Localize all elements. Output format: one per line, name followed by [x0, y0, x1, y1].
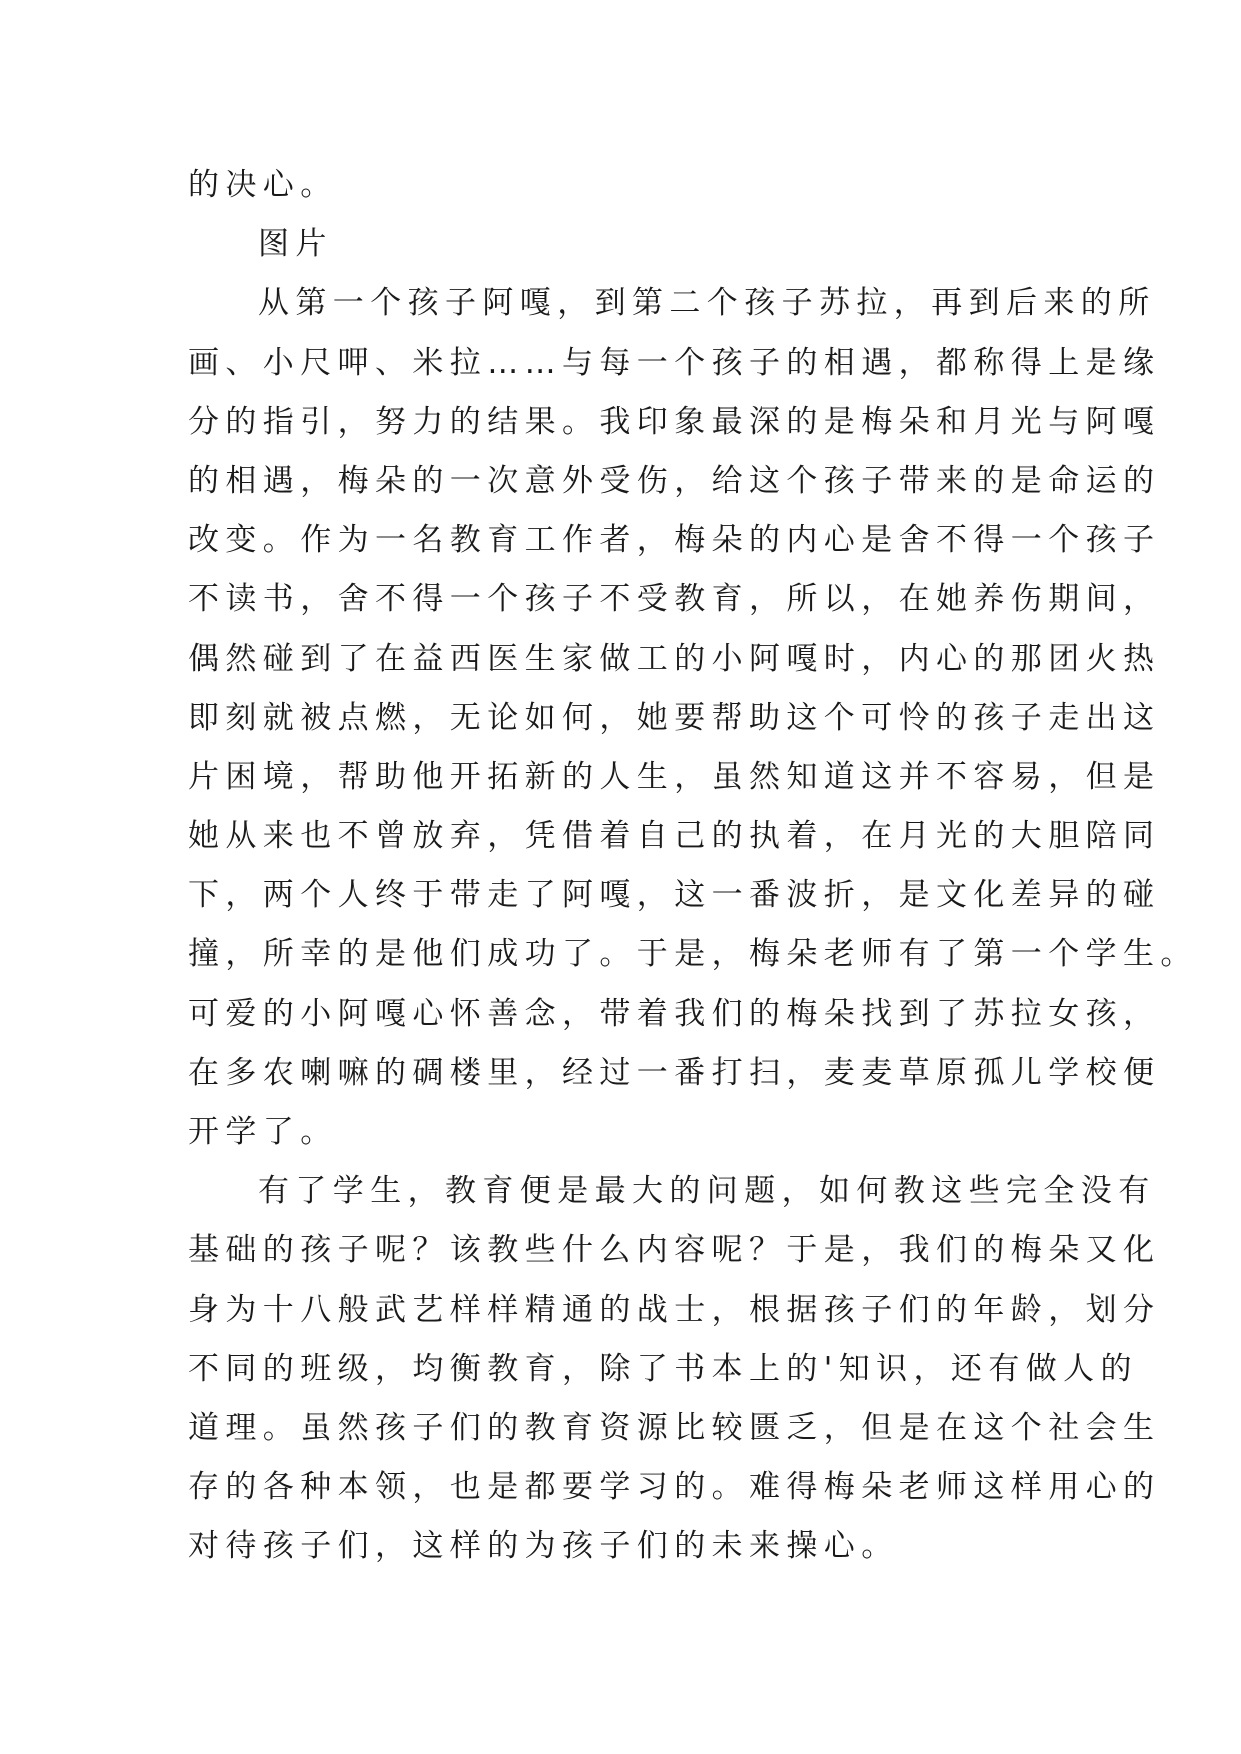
text-line: 即刻就被点燃，无论如何，她要帮助这个可怜的孩子走出这 [188, 699, 1161, 736]
text-line: 的相遇，梅朵的一次意外受伤，给这个孩子带来的是命运的 [188, 462, 1161, 499]
text-line: 画、小尺呷、米拉……与每一个孩子的相遇，都称得上是缘 [188, 344, 1161, 381]
text-line: 基础的孩子呢？该教些什么内容呢？于是，我们的梅朵又化 [188, 1232, 1161, 1269]
text-line: 偶然碰到了在益西医生家做工的小阿嘎时，内心的那团火热 [188, 640, 1161, 677]
text-line: 她从来也不曾放弃，凭借着自己的执着，在月光的大胆陪同 [188, 818, 1161, 855]
text-line: 图片 [258, 226, 333, 263]
text-line: 不读书，舍不得一个孩子不受教育，所以，在她养伤期间， [188, 581, 1161, 618]
text-line: 分的指引，努力的结果。我印象最深的是梅朵和月光与阿嘎 [188, 403, 1161, 440]
text-line: 身为十八般武艺样样精通的战士，根据孩子们的年龄，划分 [188, 1291, 1161, 1328]
text-line: 开学了。 [188, 1114, 338, 1150]
text-line: 道理。虽然孩子们的教育资源比较匮乏，但是在这个社会生 [188, 1409, 1161, 1446]
text-line: 改变。作为一名教育工作者，梅朵的内心是舍不得一个孩子 [188, 522, 1161, 559]
text-line: 对待孩子们，这样的为孩子们的未来操心。 [188, 1528, 899, 1565]
text-line: 从第一个孩子阿嘎，到第二个孩子苏拉，再到后来的所 [258, 285, 1156, 322]
text-line: 不同的班级，均衡教育，除了书本上的'知识，还有做人的 [188, 1350, 1138, 1387]
text-line: 有了学生，教育便是最大的问题，如何教这些完全没有 [258, 1173, 1156, 1210]
text-line: 的决心。 [188, 167, 338, 203]
text-line: 在多农喇嘛的碉楼里，经过一番打扫，麦麦草原孤儿学校便 [188, 1054, 1161, 1091]
text-line: 可爱的小阿嘎心怀善念，带着我们的梅朵找到了苏拉女孩， [188, 995, 1161, 1032]
text-line: 下，两个人终于带走了阿嘎，这一番波折，是文化差异的碰 [188, 877, 1161, 914]
text-line: 撞，所幸的是他们成功了。于是，梅朵老师有了第一个学生。 [188, 936, 1198, 973]
text-line: 存的各种本领，也是都要学习的。难得梅朵老师这样用心的 [188, 1469, 1161, 1506]
text-line: 片困境，帮助他开拓新的人生，虽然知道这并不容易，但是 [188, 758, 1161, 795]
body-text [188, 156, 1198, 1577]
